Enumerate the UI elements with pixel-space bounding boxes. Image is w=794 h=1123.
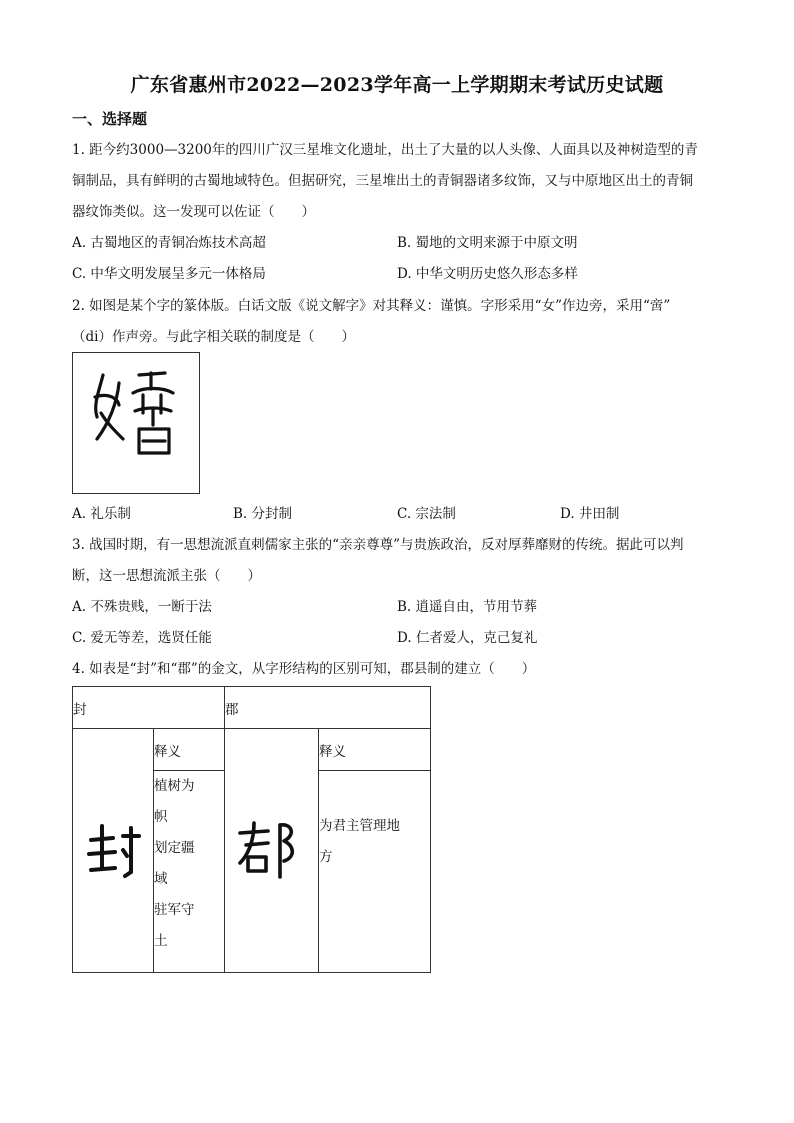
q1-line-1: 1. 距今约3000—3200年的四川广汉三星堆文化遗址，出土了大量的以人头像、人面具以及神树造型的青 [72,142,698,158]
seal-script-image [72,352,200,494]
feng-def-header: 释义 [154,743,181,760]
q1-line-3: 器纹饰类似。这一发现可以佐证（ ） [72,204,315,220]
q3-option-d[interactable]: D. 仁者爱人，克己复礼 [397,630,538,646]
feng-def-header-cell [154,729,225,771]
feng-glyph-cell [73,729,154,973]
q1-option-a[interactable]: A. 古蜀地区的青铜冶炼技术高超 [72,235,266,251]
q1-option-d[interactable]: D. 中华文明历史悠久形态多样 [397,266,578,282]
q1-line-2: 铜制品，具有鲜明的古蜀地域特色。但据研究，三星堆出土的青铜器诸多纹饰，又与中原地区出土的青铜 [72,173,693,189]
feng-def-line: 植树为 [154,778,195,794]
jun-def-line: 为君主管理地 [319,818,400,834]
feng-def-line: 帜 [154,809,168,825]
feng-def-line: 驻军守 [154,902,195,918]
jun-glyph-cell [225,729,319,973]
feng-bronze-glyph-icon [83,816,143,886]
q4-line-1: 4. 如表是“封”和“郡”的金文，从字形结构的区别可知，郡县制的建立（ ） [72,661,536,677]
section-heading: 一、选择题 [72,110,148,128]
feng-defs-cell [154,771,225,973]
feng-header: 封 [73,701,87,718]
q2-option-c[interactable]: C. 宗法制 [397,506,456,522]
q2-option-a[interactable]: A. 礼乐制 [72,506,131,522]
q1-option-b[interactable]: B. 蜀地的文明来源于中原文明 [397,235,578,251]
q2-line-2: （di）作声旁。与此字相关联的制度是（ ） [72,329,355,345]
jinwen-table [72,686,431,973]
q3-option-c[interactable]: C. 爱无等差，选贤任能 [72,630,212,646]
jun-def-line: 方 [319,849,333,865]
q3-line-1: 3. 战国时期，有一思想流派直刺儒家主张的“亲亲尊尊”与贵族政治，反对厚葬靡财的传统。据此可以判 [72,537,684,553]
page-title: 广东省惠州市2022—2023学年高一上学期期末考试历史试题 [130,74,664,96]
jun-header: 郡 [225,701,239,718]
jun-defs-cell [319,771,431,973]
feng-def-line: 域 [154,871,168,887]
jun-bronze-glyph-icon [234,811,310,891]
seal-character-icon [73,353,199,493]
q3-option-a[interactable]: A. 不殊贵贱，一断于法 [72,599,212,615]
feng-def-line: 划定疆 [154,840,195,856]
feng-header-cell [73,687,225,729]
jun-def-header-cell [319,729,431,771]
q3-line-2: 断，这一思想流派主张（ ） [72,568,261,584]
q2-option-d[interactable]: D. 井田制 [560,506,620,522]
feng-def-line: 土 [154,933,168,949]
jun-header-cell [225,687,431,729]
q2-option-b[interactable]: B. 分封制 [233,506,293,522]
q2-line-1: 2. 如图是某个字的篆体版。白话文版《说文解字》对其释义：谨慎。字形采用“女”作边旁，采用“啻” [72,298,671,314]
q3-option-b[interactable]: B. 逍遥自由，节用节葬 [397,599,538,615]
q1-option-c[interactable]: C. 中华文明发展呈多元一体格局 [72,266,266,282]
jun-def-header: 释义 [319,743,346,760]
